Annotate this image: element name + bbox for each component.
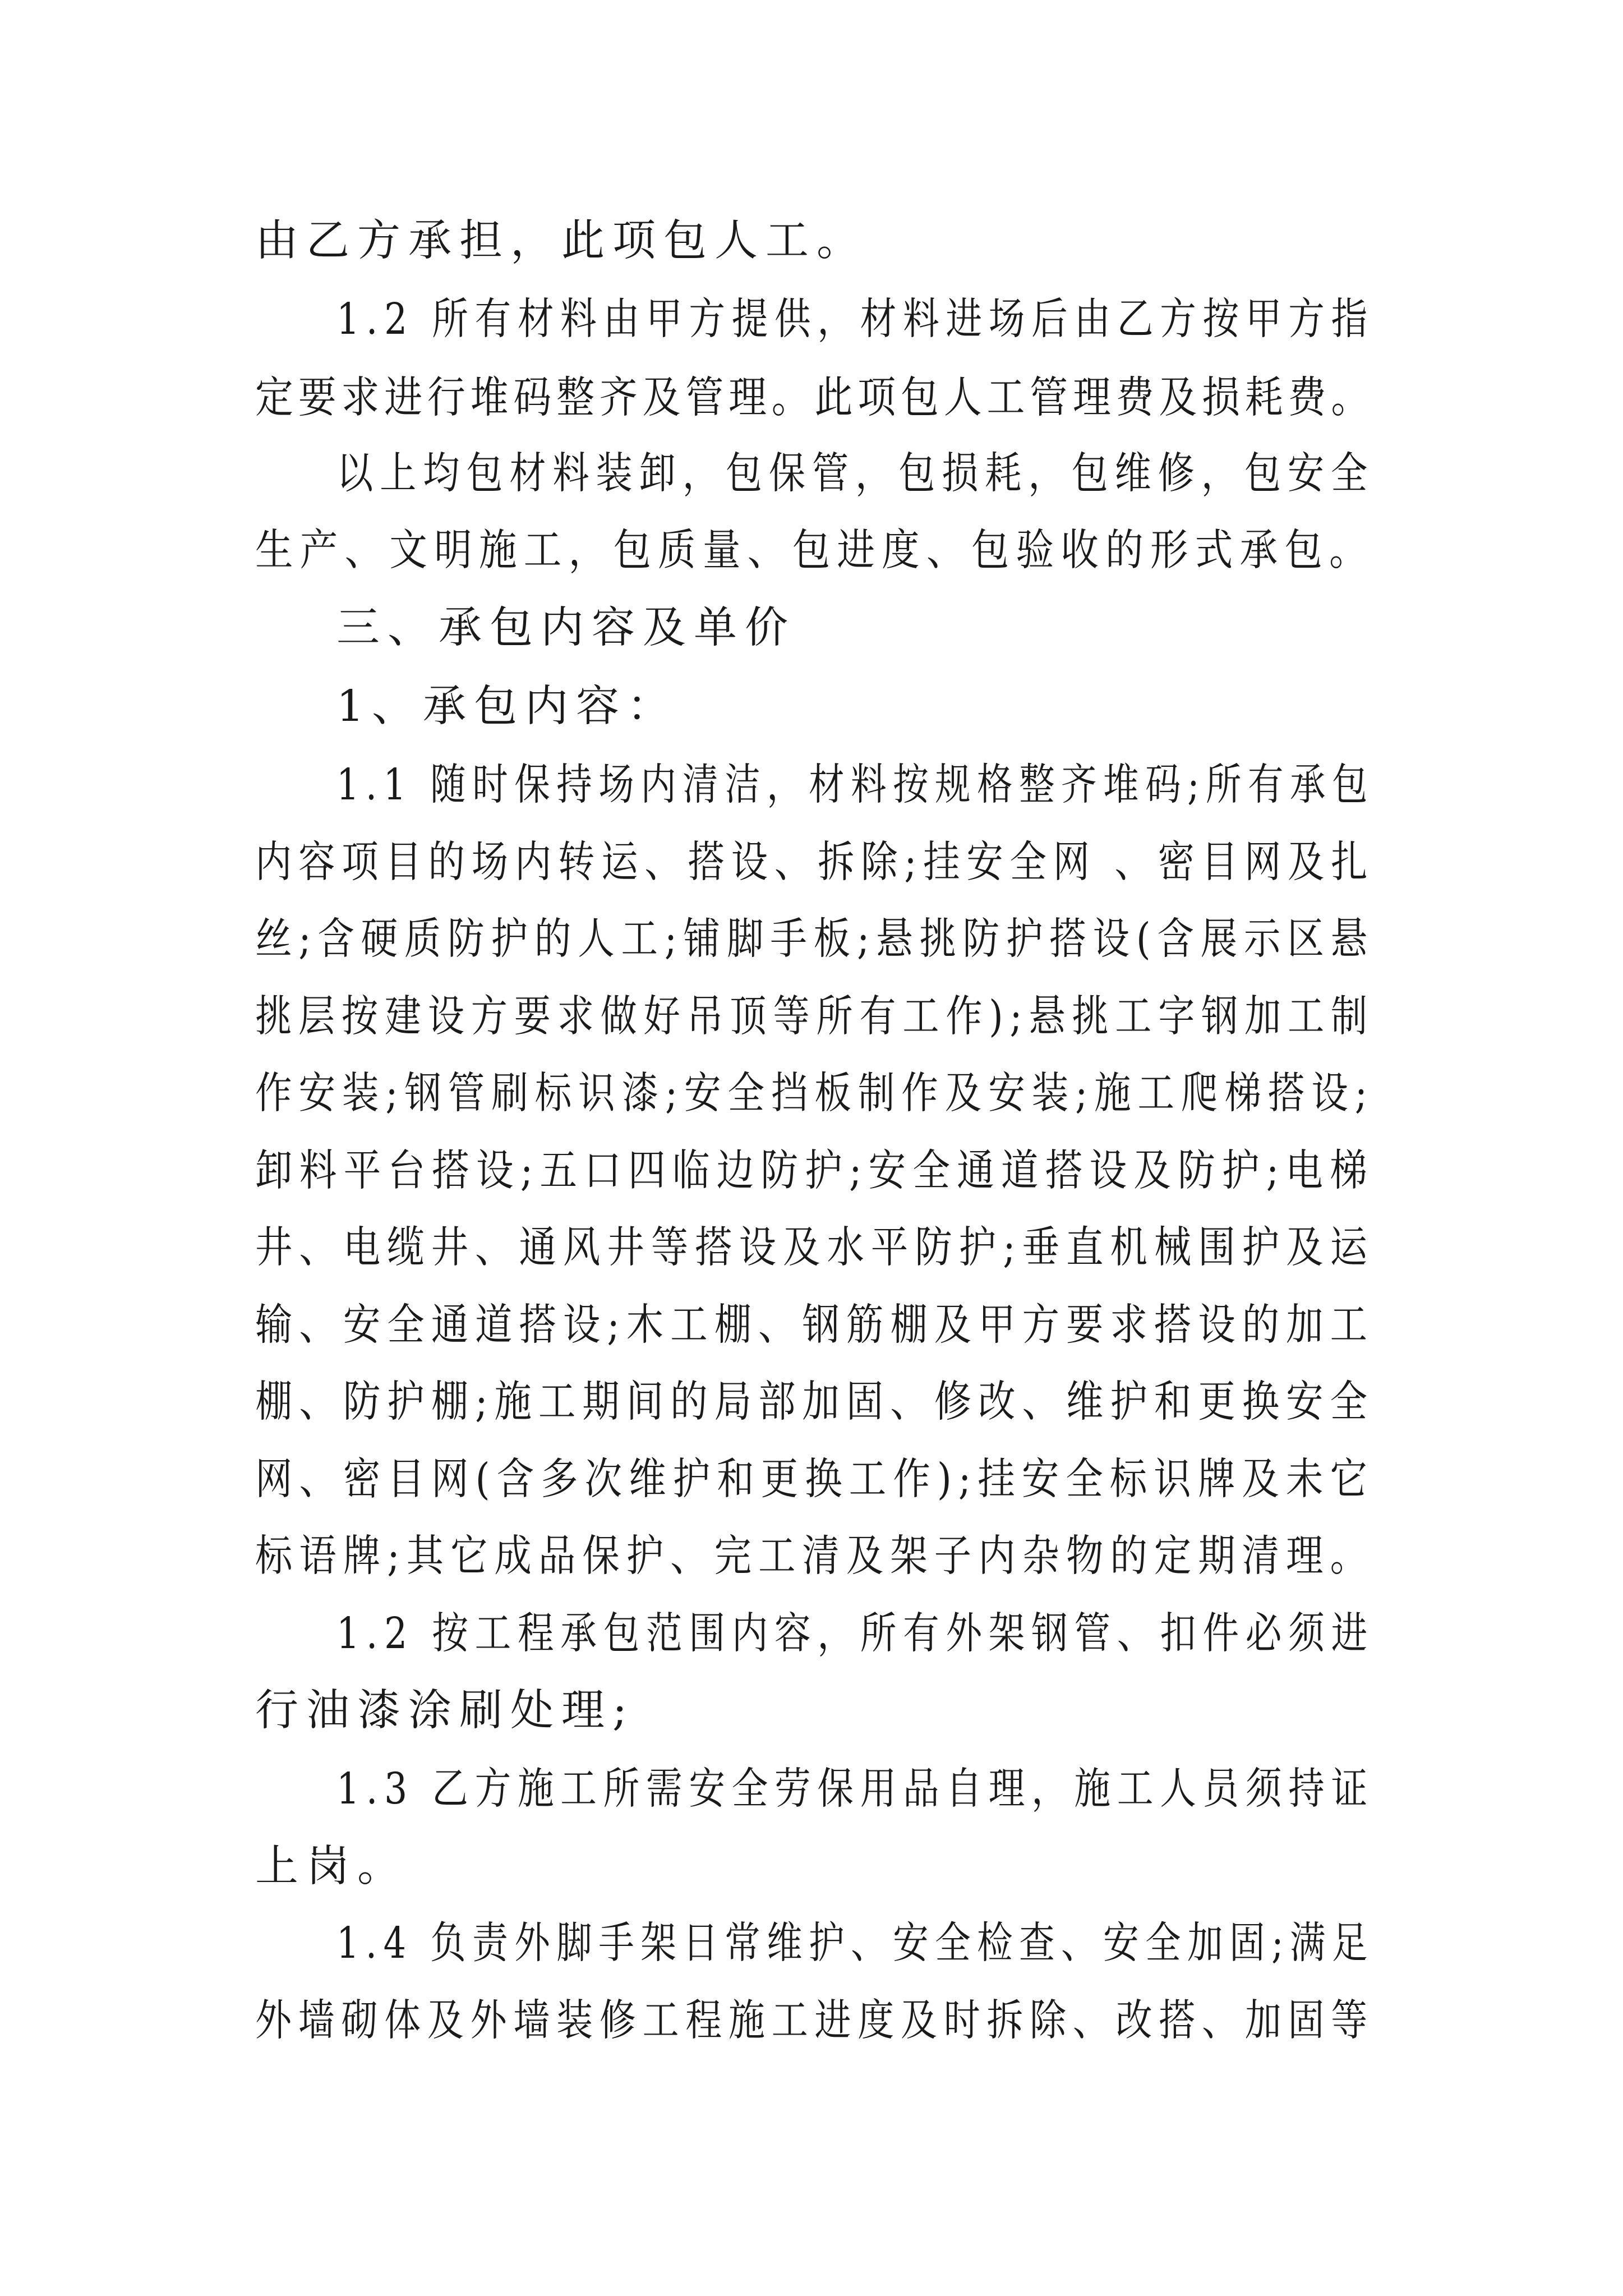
text-line: 1.2 按工程承包范围内容，所有外架钢管、扣件必须进 bbox=[336, 1609, 1374, 1659]
text-line: 1.3 乙方施工所需安全劳保用品自理，施工人员须持证 bbox=[336, 1764, 1374, 1814]
text-line: 生产、文明施工，包质量、包进度、包验收的形式承包。 bbox=[255, 526, 1374, 576]
text-line: 上岗。 bbox=[255, 1842, 408, 1892]
text-line: 输、安全通道搭设;木工棚、钢筋棚及甲方要求搭设的加工 bbox=[255, 1300, 1375, 1350]
text-line: 网、密目网(含多次维护和更换工作);挂安全标识牌及未它 bbox=[255, 1455, 1375, 1504]
section-heading: 三、承包内容及单价 bbox=[336, 603, 796, 653]
text-line: 挑层按建设方要求做好吊顶等所有工作);悬挑工字钢加工制 bbox=[255, 992, 1374, 1042]
text-line: 卸料平台搭设;五口四临边防护;安全通道搭设及防护;电梯 bbox=[255, 1146, 1374, 1196]
text-line: 作安装;钢管刷标识漆;安全挡板制作及安装;施工爬梯搭设; bbox=[255, 1069, 1374, 1119]
text-line: 1.2 所有材料由甲方提供，材料进场后由乙方按甲方指 bbox=[336, 295, 1374, 344]
text-line: 棚、防护棚;施工期间的局部加固、修改、维护和更换安全 bbox=[255, 1377, 1375, 1427]
text-line: 以上均包材料装卸，包保管，包损耗，包维修，包安全 bbox=[336, 449, 1375, 499]
text-line: 井、电缆井、通风井等搭设及水平防护;垂直机械围护及运 bbox=[255, 1223, 1375, 1273]
text-line: 外墙砌体及外墙装修工程施工进度及时拆除、改搭、加固等 bbox=[255, 1996, 1375, 2046]
subsection-heading: 1、承包内容： bbox=[336, 682, 678, 731]
text-line: 内容项目的场内转运、搭设、拆除;挂安全网 、密目网及扎 bbox=[255, 838, 1375, 887]
text-line: 由乙方承担，此项包人工。 bbox=[255, 216, 868, 266]
text-line: 1.4 负责外脚手架日常维护、安全检查、安全加固;满足 bbox=[336, 1918, 1375, 1968]
text-line: 定要求进行堆码整齐及管理。此项包人工管理费及损耗费。 bbox=[255, 373, 1375, 423]
text-line: 1.1 随时保持场内清洁，材料按规格整齐堆码;所有承包 bbox=[336, 760, 1375, 810]
text-line: 行油漆涂刷处理; bbox=[255, 1686, 635, 1736]
text-line: 丝;含硬质防护的人工;铺脚手板;悬挑防护搭设(含展示区悬 bbox=[255, 914, 1374, 964]
text-line: 标语牌;其它成品保护、完工清及架子内杂物的定期清理。 bbox=[255, 1531, 1375, 1581]
